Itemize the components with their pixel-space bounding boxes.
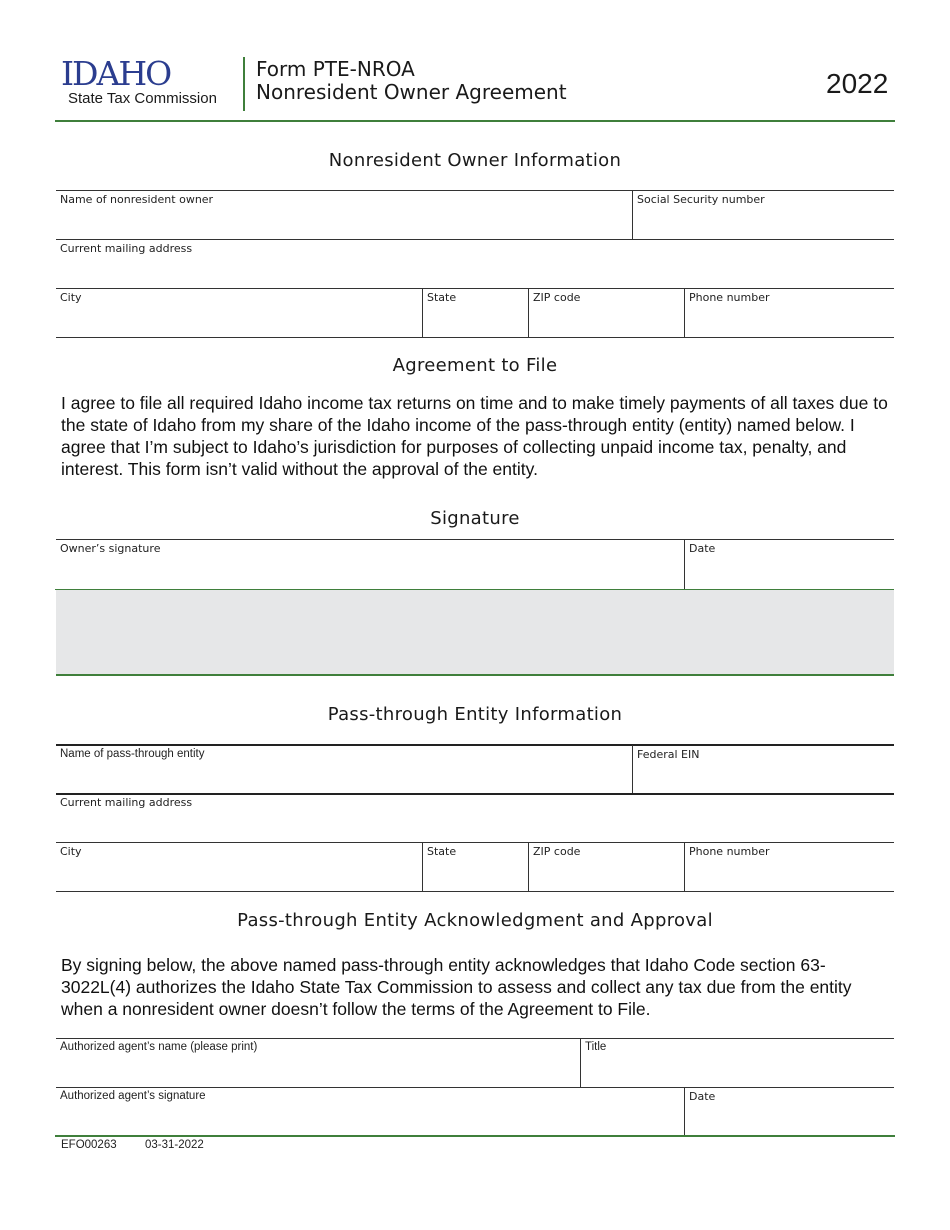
entity-city-field[interactable] <box>60 860 418 890</box>
agent-signature-label: Authorized agent’s signature <box>60 1090 206 1102</box>
owner-state-field[interactable] <box>427 306 525 336</box>
entity-zip-field[interactable] <box>533 860 681 890</box>
acknowledgment-text: By signing below, the above named pass-through entity acknowledges that Idaho Code section 63-3022L(4) authorizes the Idaho State Tax Commission to assess and collect any tax due from the entity when a nonresident owner doesn’t follow the terms of the Agreement to File. <box>61 955 852 1019</box>
signature-date-label: Date <box>689 542 716 555</box>
signature-title: Signature <box>430 508 520 529</box>
rule <box>56 337 894 338</box>
owner-zip-field[interactable] <box>533 306 681 336</box>
entity-info-title: Pass-through Entity Information <box>327 704 623 725</box>
header-divider <box>243 57 245 111</box>
ssn-field[interactable] <box>637 208 891 238</box>
divider <box>684 842 685 892</box>
entity-address-field[interactable] <box>60 811 890 841</box>
owner-address-field[interactable] <box>60 257 890 287</box>
divider <box>684 1087 685 1136</box>
form-code: EFO00263 <box>61 1139 117 1151</box>
owner-city-field[interactable] <box>60 306 418 336</box>
rule <box>56 1087 894 1088</box>
rule <box>56 288 894 289</box>
rule <box>56 842 894 843</box>
shaded-area <box>56 590 894 676</box>
revision-date: 03-31-2022 <box>145 1139 204 1151</box>
owner-address-label: Current mailing address <box>60 242 193 255</box>
agency-name: State Tax Commission <box>68 90 217 107</box>
agent-title-field[interactable] <box>585 1057 891 1087</box>
agent-date-label: Date <box>689 1090 716 1103</box>
divider <box>422 842 423 892</box>
rule <box>56 1038 894 1039</box>
divider <box>684 539 685 589</box>
agreement-title: Agreement to File <box>392 355 558 376</box>
divider <box>632 745 633 794</box>
owner-phone-field[interactable] <box>689 306 891 336</box>
bottom-rule <box>55 1135 895 1137</box>
entity-state-field[interactable] <box>427 860 525 890</box>
entity-zip-label: ZIP code <box>533 845 581 858</box>
owner-name-field[interactable] <box>60 208 628 238</box>
entity-state-label: State <box>427 845 457 858</box>
ein-label: Federal EIN <box>637 748 700 761</box>
divider <box>632 190 633 240</box>
agent-date-field[interactable] <box>689 1106 891 1134</box>
agent-name-label: Authorized agent’s name (please print) <box>60 1041 258 1053</box>
owner-name-label: Name of nonresident owner <box>60 193 214 206</box>
rule <box>56 239 894 240</box>
rule <box>56 744 894 746</box>
owner-phone-label: Phone number <box>689 291 770 304</box>
divider <box>422 288 423 338</box>
divider <box>684 288 685 338</box>
rule <box>56 891 894 892</box>
agent-title-label: Title <box>585 1041 607 1053</box>
divider <box>528 842 529 892</box>
agent-name-field[interactable] <box>60 1057 576 1087</box>
owner-zip-label: ZIP code <box>533 291 581 304</box>
header-rule <box>55 120 895 122</box>
agreement-text: I agree to file all required Idaho income tax returns on time and to make timely payments of all taxes due to the state of Idaho from my share of the Idaho income of the pass-through entity (entity) named below. I agree that I’m subject to Idaho’s jurisdiction for purposes of collecting unpaid income tax, penalty, and interest. This form isn’t valid without the approval of the entity. <box>61 393 888 479</box>
idaho-logo: IDAHO <box>61 54 171 93</box>
divider <box>528 288 529 338</box>
signature-date-field[interactable] <box>689 558 891 588</box>
ssn-label: Social Security number <box>637 193 765 206</box>
entity-phone-label: Phone number <box>689 845 770 858</box>
form-number: Form PTE-NROA <box>256 57 415 81</box>
agent-signature-field[interactable] <box>60 1106 680 1134</box>
entity-address-label: Current mailing address <box>60 796 193 809</box>
entity-name-field[interactable] <box>60 763 628 793</box>
rule <box>56 539 894 540</box>
ein-field[interactable] <box>637 763 891 793</box>
owner-signature-field[interactable] <box>60 558 680 588</box>
entity-city-label: City <box>60 845 82 858</box>
acknowledgment-title: Pass-through Entity Acknowledgment and Approval <box>237 910 713 931</box>
owner-state-label: State <box>427 291 457 304</box>
form-title-block <box>256 58 567 104</box>
form-year: 2022 <box>826 68 889 99</box>
entity-phone-field[interactable] <box>689 860 891 890</box>
owner-signature-label: Owner’s signature <box>60 542 161 555</box>
form-name: Nonresident Owner Agreement <box>256 80 567 104</box>
divider <box>580 1038 581 1088</box>
owner-city-label: City <box>60 291 82 304</box>
owner-info-title: Nonresident Owner Information <box>328 150 622 171</box>
entity-name-label: Name of pass-through entity <box>60 748 205 760</box>
rule <box>56 793 894 795</box>
rule <box>56 190 894 191</box>
